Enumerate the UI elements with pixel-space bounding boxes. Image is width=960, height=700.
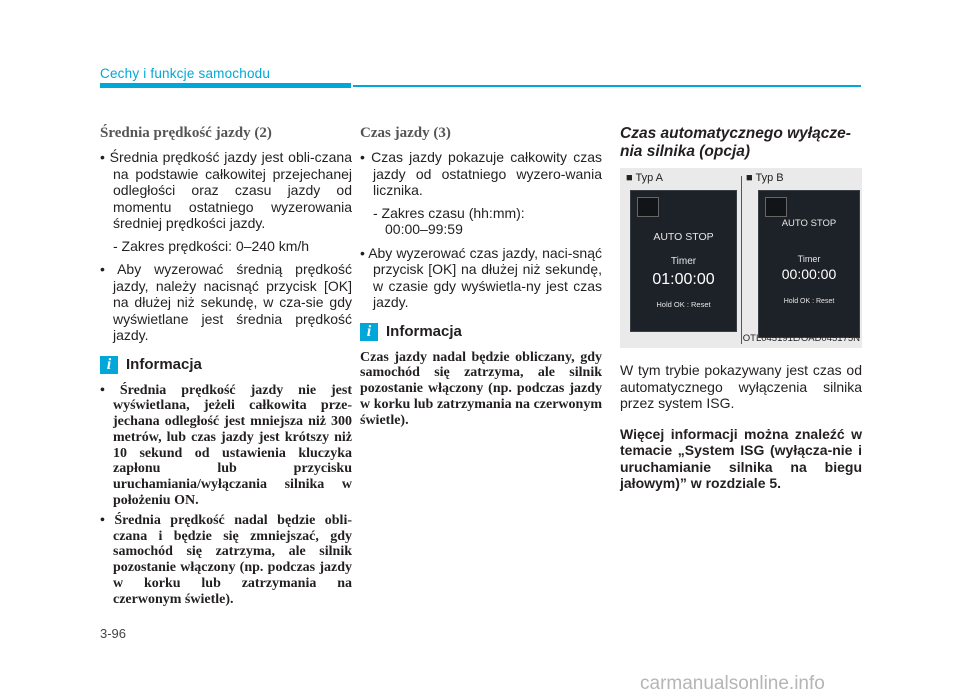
screen-icon [765,197,787,217]
average-speed-bullet-2: • Aby wyzerować średnią prędkość jazdy, należy nacisnąć przycisk [OK] na dłużej niż sekundę, w cza-sie gdy wyświetlane jest średnia prędkość jazdy. [100,261,352,343]
info-title: Informacja [126,356,202,373]
timer-label: Timer [670,256,697,267]
cluster-display-figure [620,168,862,348]
info-bullet-1: • Średnia prędkość jazdy nie jest wyświetlana, jeżeli całkowita prze-jechana odległość jest mniejsza niż 300 metrów, lub czas jazdy jest krótszy niż 10 sekund od ustawienia kluczyka zapłonu lub przycisku uruchamiania/wyłączania silnika w położeniu ON. [100,382,352,509]
page-number: 3-96 [100,626,127,641]
timer-value: 00:00:00 [781,266,837,282]
average-speed-bullet-1: • Średnia prędkość jazdy jest obli-czana na podstawie całkowitej przejechanej odległości oraz czasu jazdy od momentu ostatniego wyzerowania średniej prędkości jazdy. [100,149,352,231]
header-rule-thick [100,83,351,88]
type-a-screen [630,190,737,332]
drive-time-bullet-1: • Czas jazdy pokazuje całkowity czas jazdy od ostatniego wyzero-wania licznika. [360,149,603,198]
timer-value: 01:00:00 [652,271,715,288]
info-bullet-2: • Średnia prędkość nadal będzie obli-czana i będzie się zmniejszać, gdy samochód się zatrzyma, ale silnik pozostanie włączony (np. podczas jazdy w korku lub zatrzymania na czerwonym świetle). [100,512,352,607]
type-a-label: ■ Typ A [626,172,664,184]
section-header: Cechy i funkcje samochodu [100,66,271,81]
more-info-reference: Więcej informacji można znaleźć w temacie „System ISG (wyłącza-nie i uruchamianie silnika na biegu jałowym)” w rozdziale 5. [620,425,862,491]
auto-stop-label: AUTO STOP [653,231,714,243]
hold-reset-hint: Hold OK : Reset [783,298,835,305]
info-header-1 [100,356,352,374]
info-header-2 [360,323,602,341]
column-average-speed [100,125,352,612]
info-icon: i [360,323,378,341]
type-b-screen [758,190,860,338]
drive-time-bullet-2: • Aby wyzerować czas jazdy, naci-snąć przycisk [OK] na dłużej niż sekundę, w czasie gdy wyświetla-ny jest czas jazdy. [360,244,602,310]
time-range: - Zakres czasu (hh:mm): 00:00–99:59 [373,204,525,237]
column-auto-stop-time [620,125,862,492]
average-speed-title: Średnia prędkość jazdy (2) [100,125,272,141]
auto-stop-description: W tym trybie pokazywany jest czas od automatycznego wyłączenia silnika przez system ISG. [620,362,862,411]
info-title: Informacja [386,323,462,340]
speed-range: - Zakres prędkości: 0–240 km/h [113,237,310,254]
info-icon: i [100,356,118,374]
type-b-label: ■ Typ B [746,172,784,184]
timer-label: Timer [797,254,821,264]
watermark: carmanualsonline.info [640,673,825,694]
hold-reset-hint: Hold OK : Reset [656,300,711,309]
drive-time-title: Czas jazdy (3) [360,125,451,141]
auto-stop-title: Czas automatycznego wyłącze-nia silnika (opcja) [620,125,851,160]
figure-divider [741,176,742,344]
screen-icon [637,197,659,217]
column-drive-time [360,125,602,428]
figure-code: OTL045191L/OAD045175N [742,333,860,344]
header-rule-thin [353,85,861,87]
auto-stop-label: AUTO STOP [781,218,837,229]
info-text: Czas jazdy nadal będzie obliczany, gdy samochód się zatrzyma, ale silnik pozostanie włączony (np. podczas jazdy w korku lub zatrzymania na czerwonym świetle). [360,349,602,428]
